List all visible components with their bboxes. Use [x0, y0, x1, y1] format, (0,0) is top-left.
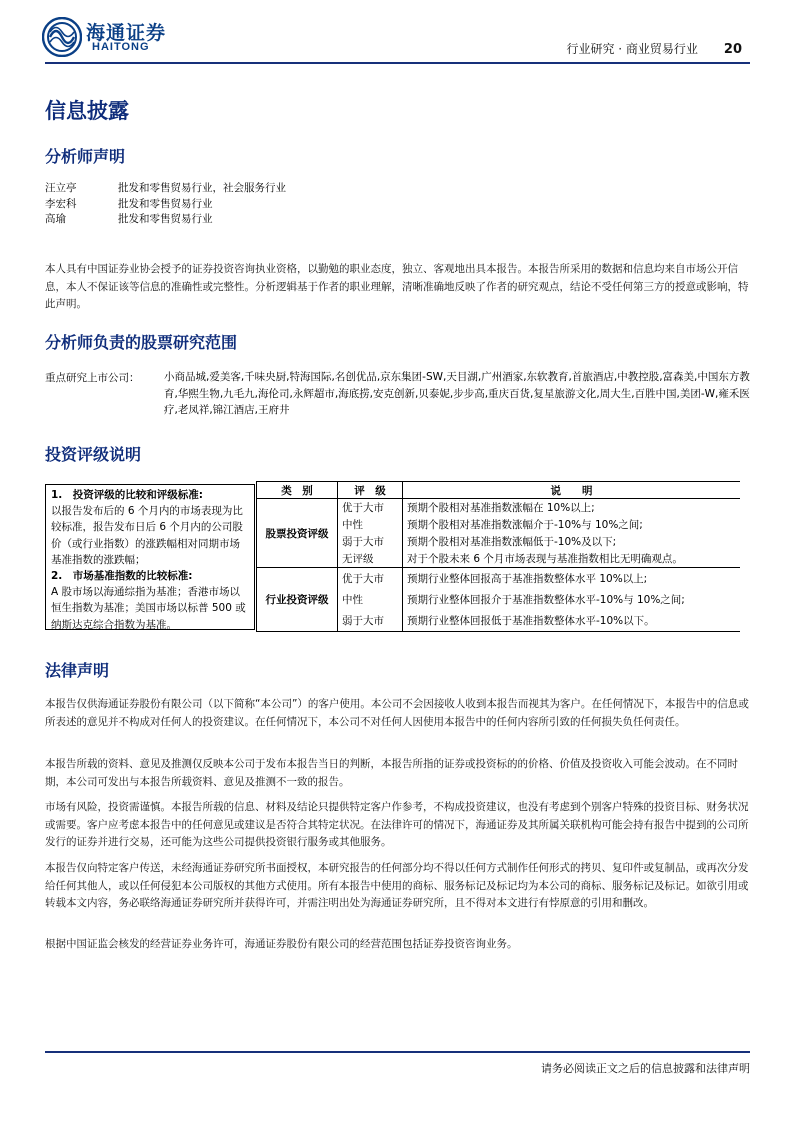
rating-description: 预期行业整体回报介于基准指数整体水平-10%与 10%之间; — [407, 594, 685, 606]
rating-description: 预期个股相对基准指数涨幅低于-10%及以下; — [407, 536, 617, 548]
legal-paragraph: 市场有风险，投资需谨慎。本报告所载的信息、材料及结论只提供特定客户作参考，不构成投资建议，也没有考虑到个别客户特殊的投资目标、财务状况或需要。客户应考虑本报告中的任何意见或建议是否符合其特定状况。在法律许可的情况下，海通证券及其所属关联机构可能会持有报告中提到的公司所发行的证券并进行交易，还可能为这些公司提供投资银行服务或其他服务。 — [45, 801, 749, 848]
table-header-row — [257, 482, 741, 499]
page-header — [40, 14, 750, 64]
rating-level: 优于大市 — [338, 568, 403, 590]
rating-standard-body-1: 以报告发布后的 6 个月内的市场表现为比较标准，报告发布日后 6 个月内的公司股价（或行业指数）的涨跌幅相对同期市场基准指数的涨跌幅； — [51, 505, 243, 566]
rating-table — [256, 481, 740, 632]
rating-level: 中性 — [338, 516, 403, 533]
coverage-heading: 分析师负责的股票研究范围 — [45, 333, 238, 352]
footer-divider — [45, 1051, 750, 1053]
rating-level: 弱于大市 — [338, 533, 403, 550]
header-section-info — [566, 40, 742, 57]
stock-rating-category: 股票投资评级 — [257, 499, 338, 568]
logo-chinese-text: 海通证券 — [86, 22, 167, 44]
rating-level: 无评级 — [338, 550, 403, 568]
rating-description: 对于个股未来 6 个月市场表现与基准指数相比无明确观点。 — [403, 550, 741, 568]
analyst-row — [45, 212, 213, 228]
page-title: 信息披露 — [45, 98, 129, 123]
rating-description: 预期行业整体回报高于基准指数整体水平 10%以上; — [407, 573, 648, 585]
rating-level: 弱于大市 — [338, 610, 403, 632]
page-number: 20 — [723, 42, 742, 57]
header-section-label: 行业研究 · 商业贸易行业 — [566, 42, 698, 56]
rating-heading: 投资评级说明 — [45, 445, 142, 464]
haitong-emblem-icon — [42, 17, 82, 57]
logo-english-text: HAITONG — [92, 41, 150, 53]
footer-note: 请务必阅读正文之后的信息披露和法律声明 — [541, 1062, 750, 1075]
table-row — [257, 568, 741, 590]
table-row — [257, 499, 741, 517]
header-category: 类 别 — [257, 482, 338, 499]
header-level: 评 级 — [338, 482, 403, 499]
industry-rating-category: 行业投资评级 — [257, 568, 338, 632]
analyst-statement-body: 本人具有中国证券业协会授予的证券投资咨询执业资格，以勤勉的职业态度，独立、客观地出具本报告。本报告所采用的数据和信息均来自市场公开信息，本人不保证该等信息的准确性或完整性。分析逻辑基于作者的职业理解，清晰准确地反映了作者的研究观点，结论不受任何第三方的授意或影响，特此声明。 — [45, 263, 749, 310]
analyst-coverage: 批发和零售贸易行业 — [118, 198, 213, 210]
analyst-statement-heading: 分析师声明 — [45, 147, 126, 166]
header-divider — [45, 62, 750, 64]
rating-standard-title-1: 1. 投资评级的比较和评级标准: — [51, 489, 203, 501]
header-description: 说 明 — [403, 482, 741, 499]
rating-description: 预期个股相对基准指数涨幅介于-10%与 10%之间; — [407, 519, 643, 531]
analyst-name: 汪立亭 — [45, 182, 77, 194]
rating-standard-body-2: A 股市场以海通综指为基准；香港市场以恒生指数为基准；美国市场以标普 500 或纳斯达克综合指数为基准。 — [51, 586, 246, 631]
legal-paragraph: 本报告仅向特定客户传送，未经海通证券研究所书面授权，本研究报告的任何部分均不得以任何方式制作任何形式的拷贝、复印件或复制品，或再次分发给任何其他人，或以任何侵犯本公司版权的其他方式使用。所有本报告中使用的商标、服务标记及标记均为本公司的商标、服务标记及标记。如欲引用或转载本文内容，务必联络海通证券研究所并获得许可，并需注明出处为海通证券研究所，且不得对本文进行有悖原意的引用和删改。 — [45, 862, 749, 909]
legal-heading: 法律声明 — [45, 661, 110, 680]
legal-paragraph: 本报告仅供海通证券股份有限公司（以下简称“本公司”）的客户使用。本公司不会因接收人收到本报告而视其为客户。在任何情况下，本报告中的信息或所表述的意见并不构成对任何人的投资建议。在任何情况下，本公司不对任何人因使用本报告中的任何内容所引致的任何损失负任何责任。 — [45, 698, 749, 728]
analyst-coverage: 批发和零售贸易行业 — [118, 213, 213, 225]
analyst-name: 李宏科 — [45, 198, 77, 210]
rating-level: 优于大市 — [338, 499, 403, 517]
haitong-logo — [40, 14, 190, 60]
rating-standard-title-2: 2. 市场基准指数的比较标准: — [51, 570, 193, 583]
coverage-companies: 小商品城,爱美客,千味央厨,特海国际,名创优品,京东集团-SW,天目湖,广州酒家,东软教育,首旅酒店,中教控股,富森美,中国东方教育,华熙生物,九毛九,海伦司,永辉超市,海底捞,安克创新,贝泰妮,步步高,重庆百货,复星旅游文化,周大生,百胜中国,美团-W,雍禾医疗,老凤祥,锦江酒店,王府井 — [164, 371, 750, 416]
legal-paragraph: 根据中国证监会核发的经营证券业务许可，海通证券股份有限公司的经营范围包括证券投资咨询业务。 — [45, 938, 518, 950]
analyst-row — [45, 181, 286, 197]
analyst-coverage: 批发和零售贸易行业，社会服务行业 — [118, 182, 286, 194]
coverage-label: 重点研究上市公司： — [45, 372, 140, 384]
analyst-name: 高瑜 — [45, 213, 66, 225]
rating-description: 预期行业整体回报低于基准指数整体水平-10%以下。 — [403, 610, 741, 632]
rating-standards-box — [45, 484, 255, 630]
rating-level: 中性 — [338, 589, 403, 610]
rating-description: 预期个股相对基准指数涨幅在 10%以上; — [407, 502, 595, 514]
analyst-row — [45, 197, 213, 213]
legal-paragraph: 本报告所载的资料、意见及推测仅反映本公司于发布本报告当日的判断，本报告所指的证券或投资标的的价格、价值及投资收入可能会波动。在不同时期，本公司可发出与本报告所载资料、意见及推测不一致的报告。 — [45, 758, 738, 788]
